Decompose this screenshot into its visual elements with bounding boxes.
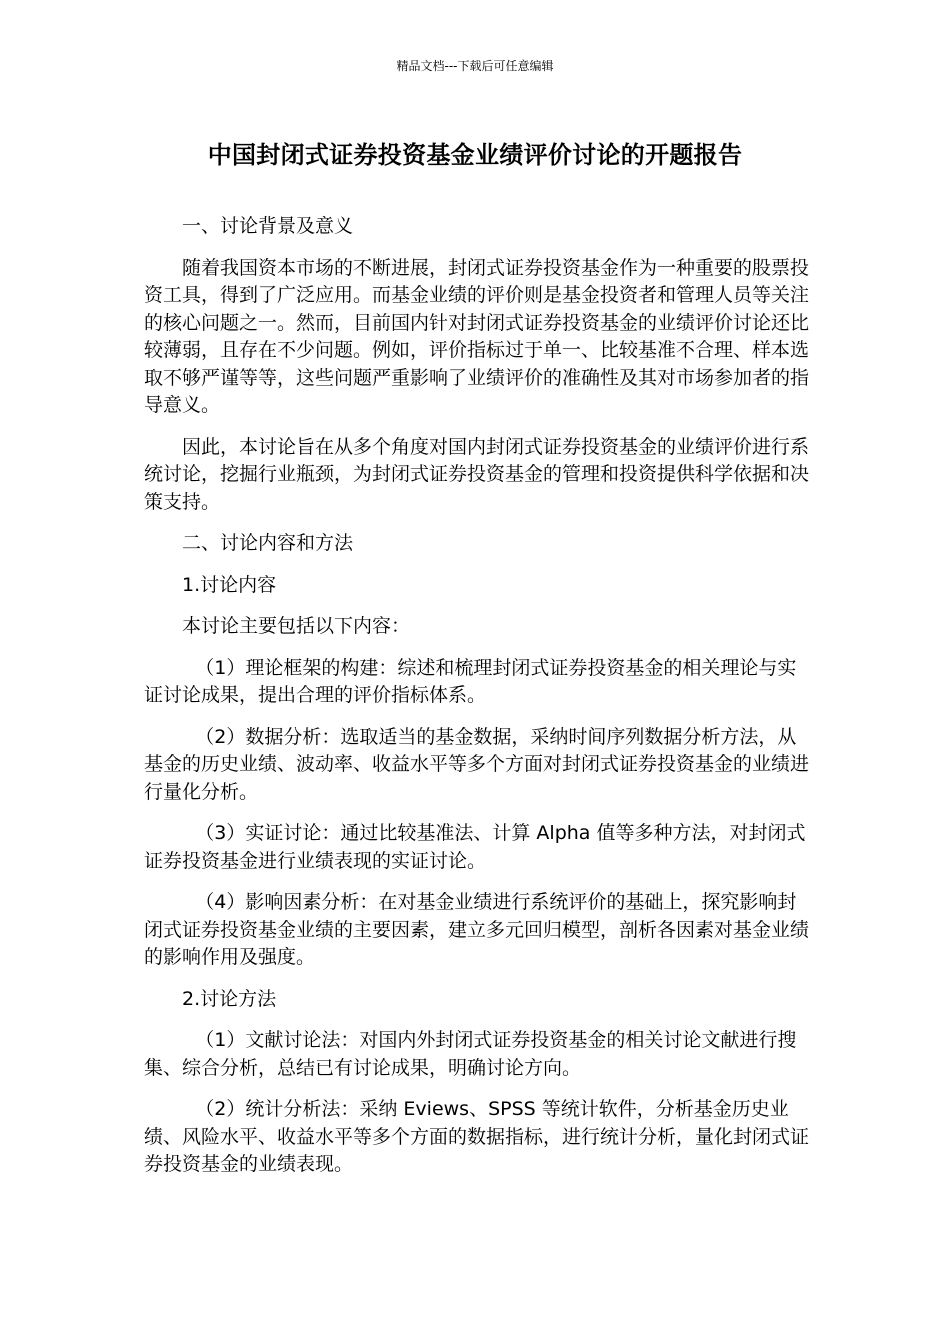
content-intro: 本讨论主要包括以下内容： bbox=[182, 615, 411, 637]
section-heading-background: 一、讨论背景及意义 bbox=[182, 215, 354, 237]
section-heading-content-methods: 二、讨论内容和方法 bbox=[182, 532, 354, 554]
page-header: 精品文档---下载后可任意编辑 bbox=[396, 59, 554, 73]
purpose-paragraph: 因此，本讨论旨在从多个角度对国内封闭式证券投资基金的业绩评价进行系统讨论，挖掘行业瓶颈，为封闭式证券投资基金的管理和投资提供科学依据和决策支持。 bbox=[144, 435, 810, 513]
content-item: （4）影响因素分析：在对基金业绩进行系统评价的基础上，探究影响封闭式证券投资基金业绩的主要因素，建立多元回归模型，剖析各因素对基金业绩的影响作用及强度。 bbox=[144, 891, 810, 968]
method-item: （2）统计分析法：采纳 Eviews、SPSS 等统计软件，分析基金历史业绩、风险水平、收益水平等多个方面的数据指标，进行统计分析，量化封闭式证券投资基金的业绩表现。 bbox=[144, 1098, 810, 1175]
document-title: 中国封闭式证券投资基金业绩评价讨论的开题报告 bbox=[207, 141, 743, 169]
content-item: （3）实证讨论：通过比较基准法、计算 Alpha 值等多种方法，对封闭式证券投资基金进行业绩表现的实证讨论。 bbox=[144, 822, 806, 872]
subsection-heading-methods: 2.讨论方法 bbox=[182, 987, 277, 1010]
content-item: （2）数据分析：选取适当的基金数据，采纳时间序列数据分析方法，从基金的历史业绩、波动率、收益水平等多个方面对封闭式证券投资基金的业绩进行量化分析。 bbox=[144, 725, 810, 803]
method-item: （1）文献讨论法：对国内外封闭式证券投资基金的相关讨论文献进行搜集、综合分析，总结已有讨论成果，明确讨论方向。 bbox=[144, 1029, 797, 1079]
content-item: （1）理论框架的构建：综述和梳理封闭式证券投资基金的相关理论与实证讨论成果，提出合理的评价指标体系。 bbox=[144, 656, 797, 706]
background-paragraph: 随着我国资本市场的不断进展，封闭式证券投资基金作为一种重要的股票投资工具，得到了广泛应用。而基金业绩的评价则是基金投资者和管理人员等关注的核心问题之一。然而，目前国内针对封闭式证券投资基金的业绩评价讨论还比较薄弱，且存在不少问题。例如，评价指标过于单一、比较基准不合理、样本选取不够严谨等等，这些问题严重影响了业绩评价的准确性及其对市场参加者的指导意义。 bbox=[144, 256, 810, 416]
subsection-heading-content: 1.讨论内容 bbox=[182, 573, 277, 596]
document-body bbox=[144, 213, 814, 1193]
